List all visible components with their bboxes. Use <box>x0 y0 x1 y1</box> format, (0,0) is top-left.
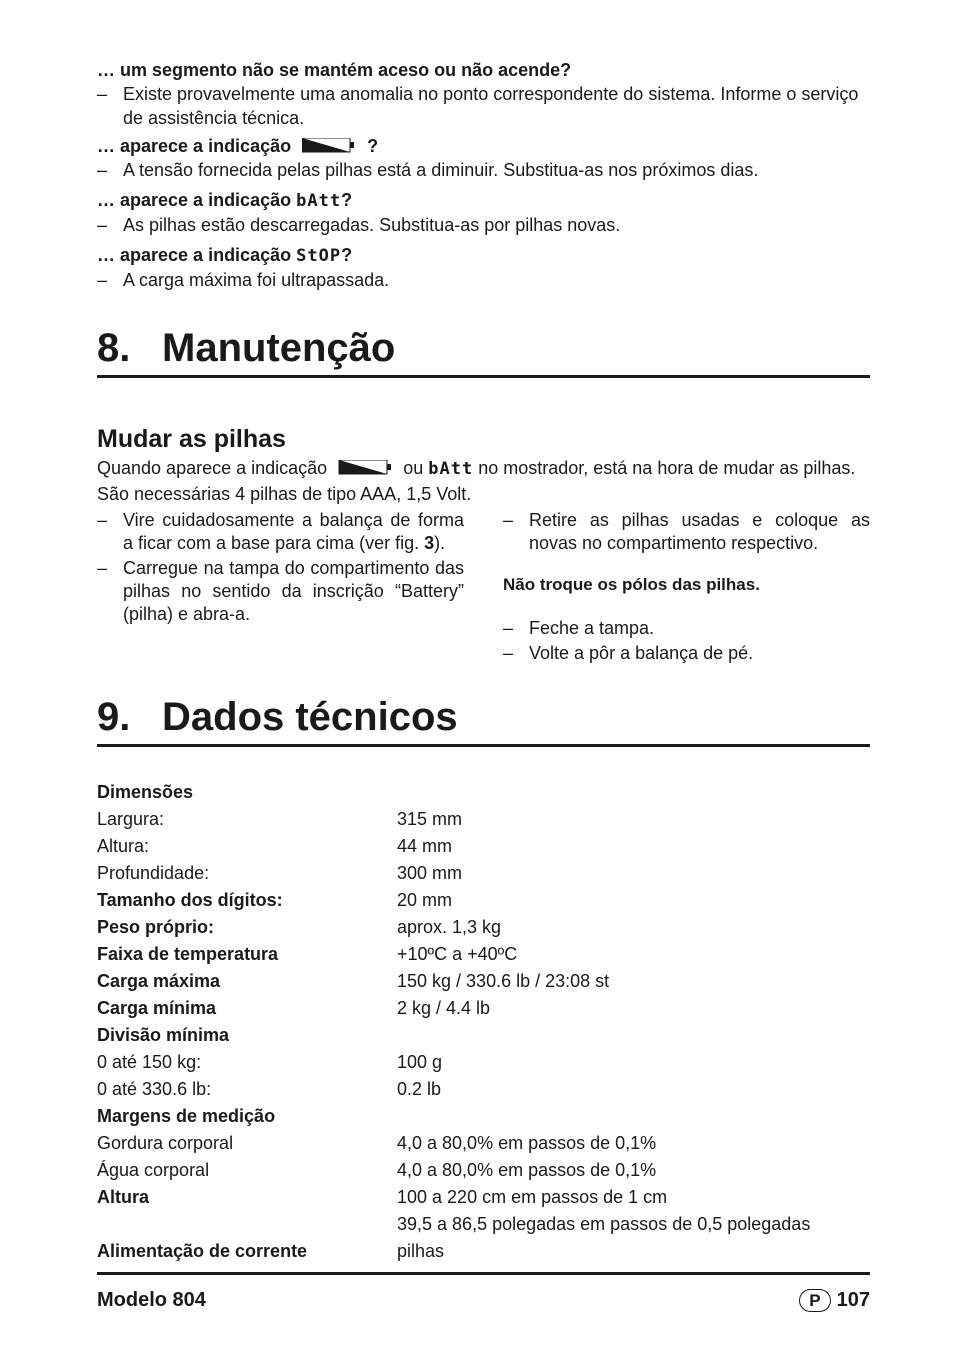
divider <box>97 375 870 378</box>
instructions-columns <box>97 509 870 665</box>
spec-label: Água corporal <box>97 1160 210 1180</box>
spec-label <box>97 1211 397 1238</box>
list-item: – Carregue na tampa do compartimento das pilhas no sentido da inscrição “Battery” (pilha) e abra-a. <box>97 558 464 624</box>
spec-row <box>97 1103 870 1130</box>
spec-value: 4,0 a 80,0% em passos de 0,1% <box>397 1133 657 1153</box>
spec-row <box>97 860 870 887</box>
spec-value: +10ºC a +40ºC <box>397 944 518 964</box>
spec-label: Tamanho dos dígitos: <box>97 890 283 910</box>
page-number: 107 <box>836 1289 870 1311</box>
lcd-text: bAtt <box>296 191 342 211</box>
spec-value: 44 mm <box>397 836 453 856</box>
faq-question: … aparece a indicação ? <box>97 136 379 156</box>
spec-label: 0 até 150 kg: <box>97 1052 202 1072</box>
spec-row <box>97 941 870 968</box>
spec-value: 39,5 a 86,5 polegadas em passos de 0,5 polegadas <box>397 1214 811 1234</box>
spec-label: Altura: <box>97 836 150 856</box>
faq-answer: – As pilhas estão descarregadas. Substitua-as por pilhas novas. <box>97 215 621 235</box>
spec-value: pilhas <box>397 1241 445 1261</box>
spec-value: 100 g <box>397 1052 443 1072</box>
spec-label: Dimensões <box>97 782 194 802</box>
spec-table <box>97 779 870 1265</box>
section-heading: 8. Manutenção <box>97 326 396 370</box>
subsection-heading: Mudar as pilhas <box>97 425 286 453</box>
spec-row <box>97 779 870 806</box>
spec-row <box>97 887 870 914</box>
spec-row <box>97 1130 870 1157</box>
lcd-text: StOP <box>296 246 342 266</box>
spec-row <box>97 1184 870 1211</box>
spec-label: Carga mínima <box>97 998 217 1018</box>
spec-value: 0.2 lb <box>397 1079 442 1099</box>
spec-value: 100 a 220 cm em passos de 1 cm <box>397 1187 668 1207</box>
spec-value: 2 kg / 4.4 lb <box>397 998 491 1018</box>
spec-value: 300 mm <box>397 863 463 883</box>
spec-label: Peso próprio: <box>97 917 215 937</box>
spec-row <box>97 1076 870 1103</box>
spec-label: Margens de medição <box>97 1106 276 1126</box>
section-heading: 9. Dados técnicos <box>97 695 458 739</box>
spec-row <box>97 833 870 860</box>
spec-label: Largura: <box>97 809 165 829</box>
warning-text: Não troque os pólos das pilhas. <box>503 575 760 594</box>
battery-low-icon <box>336 460 394 475</box>
divider <box>97 744 870 747</box>
spec-label: Gordura corporal <box>97 1133 234 1153</box>
spec-value: 150 kg / 330.6 lb / 23:08 st <box>397 971 610 991</box>
spec-label: Divisão mínima <box>97 1025 230 1045</box>
faq-question: … aparece a indicação bAtt? <box>97 190 353 211</box>
list-item: – Feche a tampa. <box>503 618 655 638</box>
language-badge: P <box>799 1289 830 1312</box>
spec-label: Altura <box>97 1187 150 1207</box>
spec-value: 315 mm <box>397 809 463 829</box>
spec-label: Carga máxima <box>97 971 221 991</box>
spec-label: 0 até 330.6 lb: <box>97 1079 212 1099</box>
right-column <box>503 509 870 665</box>
left-column <box>97 509 464 665</box>
faq-question: … aparece a indicação StOP? <box>97 245 353 266</box>
lcd-text: bAtt <box>428 459 474 479</box>
spec-label: Alimentação de corrente <box>97 1241 308 1261</box>
spec-row <box>97 968 870 995</box>
faq-answer: – A tensão fornecida pelas pilhas está a diminuir. Substitua-as nos próximos dias. <box>97 160 759 180</box>
faq-list <box>97 58 870 292</box>
spec-row <box>97 1157 870 1184</box>
list-item: – Volte a pôr a balança de pé. <box>503 643 754 663</box>
spec-label: Faixa de temperatura <box>97 944 279 964</box>
spec-row <box>97 1049 870 1076</box>
spec-row <box>97 806 870 833</box>
spec-value: aprox. 1,3 kg <box>397 917 502 937</box>
spec-row <box>97 914 870 941</box>
page-number-area <box>799 1289 870 1312</box>
page-content <box>97 58 870 1265</box>
spec-value: 20 mm <box>397 890 453 910</box>
faq-answer: – A carga máxima foi ultrapassada. <box>97 270 390 290</box>
spec-row <box>97 995 870 1022</box>
spec-row <box>97 1022 870 1049</box>
model-name: Modelo 804 <box>97 1289 206 1311</box>
intro-paragraph: Quando aparece a indicação ou bAtt no mostrador, está na hora de mudar as pilhas. São necessárias 4 pilhas de tipo AAA, 1,5 Volt. <box>97 458 856 504</box>
faq-question: … um segmento não se mantém aceso ou não acende? <box>97 60 572 80</box>
faq-answer: – Existe provavelmente uma anomalia no ponto correspondente do sistema. Informe o serviço de assistência técnica. <box>97 84 859 128</box>
page-footer <box>97 1272 870 1311</box>
list-item: – Vire cuidadosamente a balança de forma a ficar com a base para cima (ver fig. 3). <box>97 510 464 553</box>
spec-row <box>97 1211 870 1238</box>
list-item: – Retire as pilhas usadas e coloque as novas no compartimento respectivo. <box>503 510 870 553</box>
spec-row <box>97 1238 870 1265</box>
battery-low-icon <box>302 138 354 153</box>
spec-value: 4,0 a 80,0% em passos de 0,1% <box>397 1160 657 1180</box>
spec-label: Profundidade: <box>97 863 210 883</box>
